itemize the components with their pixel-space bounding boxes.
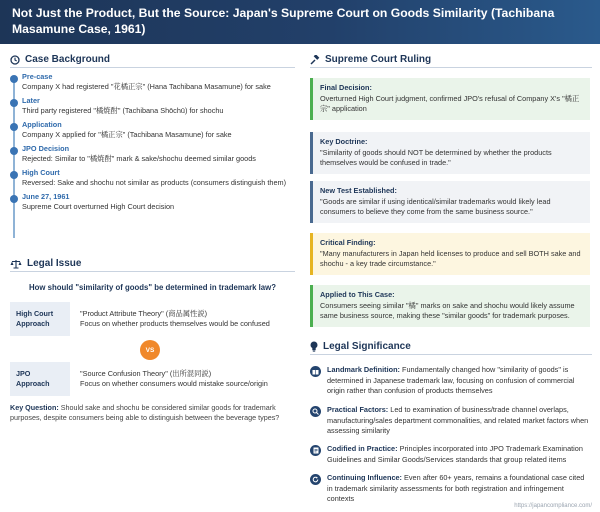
case-background-heading: Case Background (10, 54, 295, 68)
ruling-applied: Applied to This Case: Consumers seeing similar "橘" marks on sake and shochu would likely assume same business source, making these "similar goods" for trademark purposes. (310, 285, 590, 327)
lightbulb-icon (310, 341, 318, 352)
timeline-dot (10, 195, 18, 203)
history-icon (10, 55, 20, 65)
timeline-item: Pre-case Company X had registered "花橘正宗" (Hana Tachibana Masamune) for sake (10, 72, 288, 92)
document-icon (310, 445, 321, 456)
timeline-item: Application Company X applied for "橘正宗" (Tachibana Masamune) for sake (10, 120, 288, 140)
significance-item: Codified in Practice: Principles incorporated into JPO Trademark Examination Guidelines and Similar Goods/Services standards that group related items (310, 444, 592, 465)
significance-heading: Legal Significance (310, 341, 592, 355)
timeline-dot (10, 123, 18, 131)
approach-label: High Court Approach (10, 302, 70, 336)
timeline-item: High Court Reversed: Sake and shochu not similar as products (consumers distinguish them) (10, 168, 288, 188)
search-icon (310, 406, 321, 417)
timeline-dot (10, 75, 18, 83)
footer-url: https://japancompliance.com/ (514, 503, 592, 509)
case-timeline (10, 72, 288, 216)
timeline-item: JPO Decision Rejected: Similar to "橘焼酎" mark & sake/shochu deemed similar goods (10, 144, 288, 164)
key-question: Key Question: Should sake and shochu be considered similar goods for trademark purposes, despite consumers being able to distinguish between the beverage types? (10, 403, 280, 423)
high-court-approach (10, 302, 295, 336)
ruling-final-decision: Final Decision: Overturned High Court judgment, confirmed JPO's refusal of Company X's "橘正宗" application (310, 78, 590, 120)
timeline-item: June 27, 1961 Supreme Court overturned High Court decision (10, 192, 288, 212)
jpo-approach (10, 362, 295, 396)
ruling-critical-finding: Critical Finding: "Many manufacturers in Japan held licenses to produce and sell BOTH sake and shochu - a key trade circumstance." (310, 233, 590, 275)
ruling-key-doctrine: Key Doctrine: "Similarity of goods should NOT be determined by whether the products themselves would be confused in trade." (310, 132, 590, 174)
significance-item: Continuing Influence: Even after 60+ years, remains a foundational case cited in trademark similarity assessments for both registration and infringement contexts (310, 473, 592, 505)
significance-item: Landmark Definition: Fundamentally changed how "similarity of goods" is determined in Japanese trademark law, focusing on confusion of commercial origin rather than confusion of products themselves (310, 365, 592, 397)
ruling-new-test: New Test Established: "Goods are similar if using identical/similar trademarks would likely lead consumers to believe they come from the same business source." (310, 181, 590, 223)
ruling-heading: Supreme Court Ruling (310, 54, 592, 68)
vs-badge: VS (140, 340, 160, 360)
approach-label: JPO Approach (10, 362, 70, 396)
approach-description: "Source Confusion Theory" (出所混同説) Focus on whether consumers would mistake source/origin (80, 368, 268, 388)
gavel-icon (310, 55, 320, 65)
timeline-item: Later Third party registered "橘焼酎" (Tachibana Shōchū) for shochu (10, 96, 288, 116)
approach-description: "Product Attribute Theory" (商品属性説) Focus on whether products themselves would be confused (80, 308, 270, 328)
book-icon (310, 366, 321, 377)
timeline-dot (10, 99, 18, 107)
scales-icon (10, 259, 22, 269)
timeline-dot (10, 147, 18, 155)
issue-question: How should "similarity of goods" be determined in trademark law? (29, 283, 276, 292)
significance-item: Practical Factors: Led to examination of business/trade channel overlaps, manufacturing/sales department commonalities, and related market factors when assessing similarity (310, 405, 592, 437)
legal-issue-heading: Legal Issue (10, 258, 295, 272)
refresh-icon (310, 474, 321, 485)
timeline-dot (10, 171, 18, 179)
page-title: Not Just the Product, But the Source: Japan's Supreme Court on Goods Similarity (Tachibana Masamune Case, 1961) (12, 6, 555, 36)
page-header (0, 0, 600, 44)
